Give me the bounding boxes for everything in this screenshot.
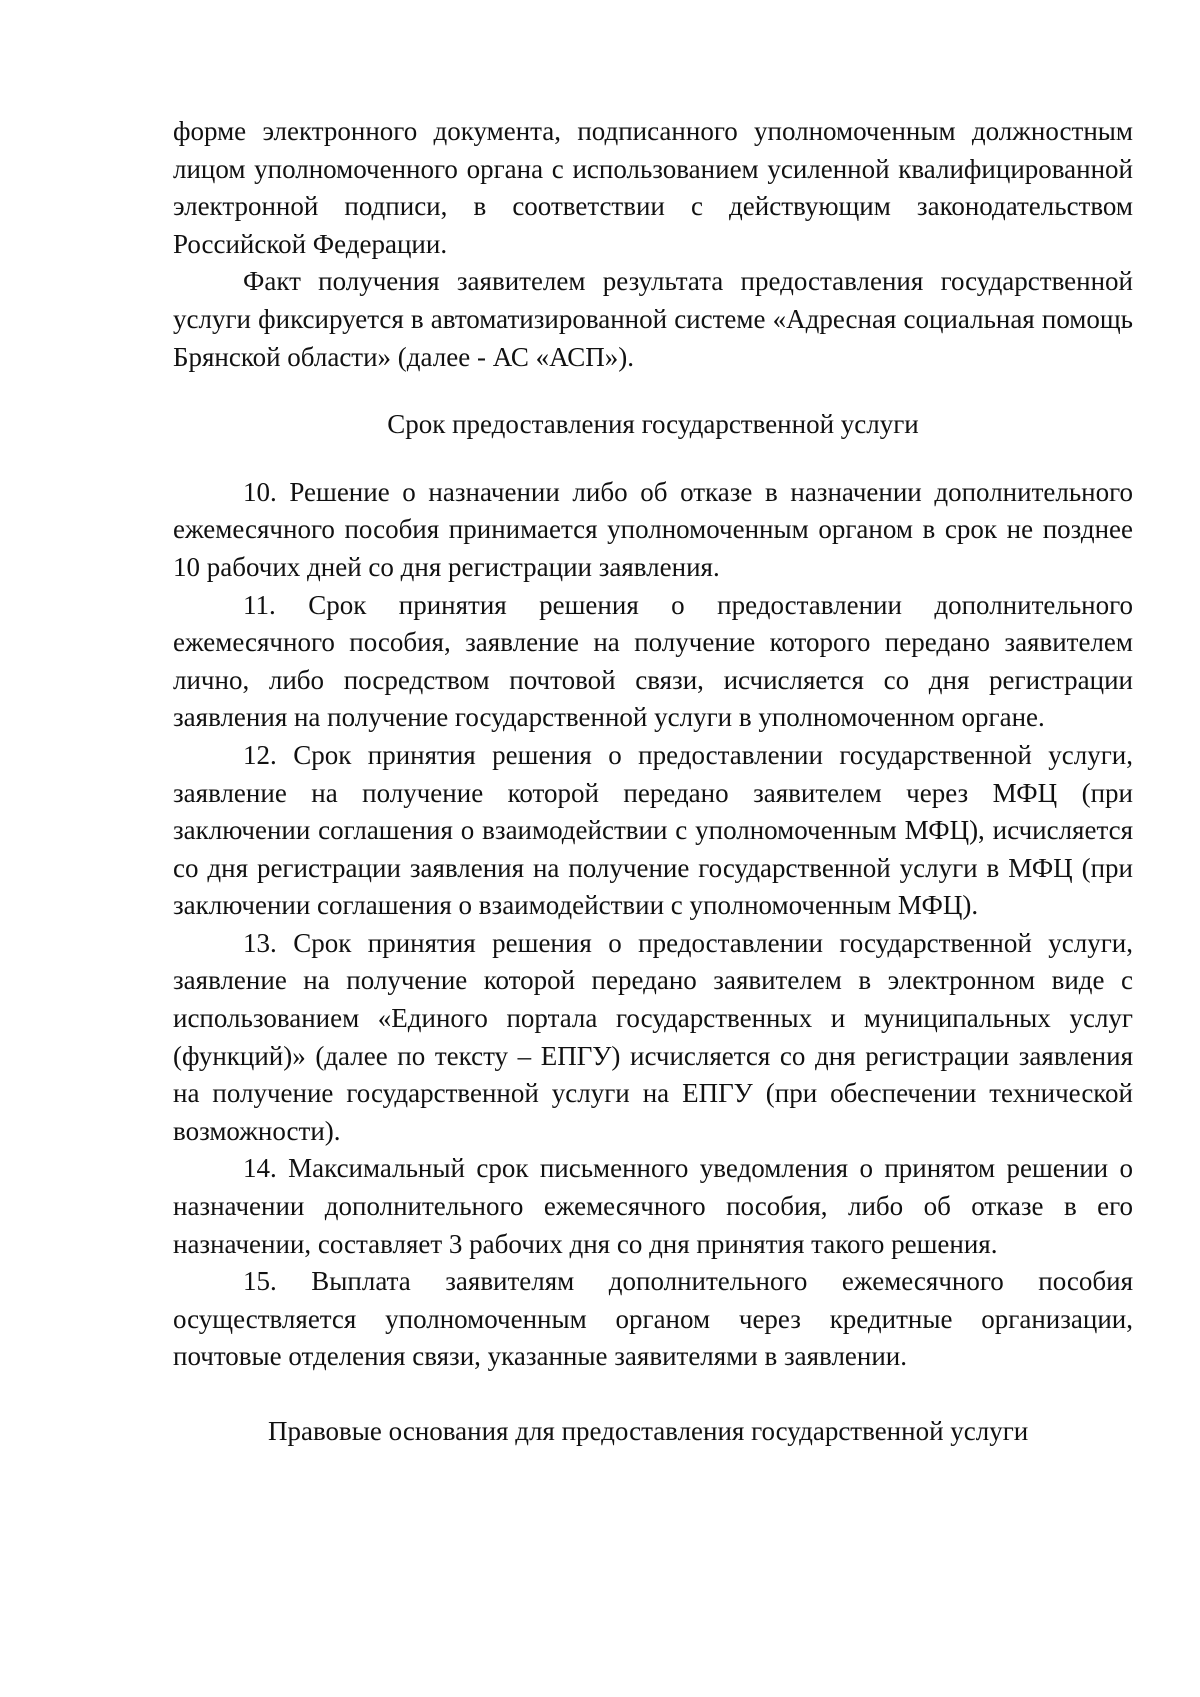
paragraph-result-fixation: Факт получения заявителем результата предоставления государственной услуги фиксируется в автоматизированной системе «Адресная социальная помощь Брянской области» (далее - АС «АСП»).: [173, 266, 1133, 372]
section-heading-term: Срок предоставления государственной услуги: [387, 409, 919, 440]
paragraph-electronic-document: форме электронного документа, подписанного уполномоченным должностным лицом уполномоченного органа с использованием усиленной квалифицированной электронной подписи, в соответствии с действующим законодательством Российской Федерации.: [173, 116, 1133, 259]
paragraph-item-11: 11. Срок принятия решения о предоставлении дополнительного ежемесячного пособия, заявление на получение которого передано заявителем лично, либо посредством почтовой связи, исчисляется со дня регистрации заявления на получение государственной услуги в уполномоченном органе.: [173, 589, 1133, 733]
paragraph-item-12: 12. Срок принятия решения о предоставлении государственной услуги, заявление на получение которой передано заявителем через МФЦ (при заключении соглашения о взаимодействии с уполномоченным МФЦ), исчисляется со дня регистрации заявления на получение государственной услуги в МФЦ (при заключении соглашения о взаимодействии с уполномоченным МФЦ).: [173, 739, 1133, 921]
document-body: [173, 113, 1133, 1451]
paragraph-item-10: 10. Решение о назначении либо об отказе в назначении дополнительного ежемесячного пособия принимается уполномоченным органом в срок не позднее 10 рабочих дней со дня регистрации заявления.: [173, 476, 1133, 582]
paragraph-item-15: 15. Выплата заявителям дополнительного ежемесячного пособия осуществляется уполномоченным органом через кредитные организации, почтовые отделения связи, указанные заявителями в заявлении.: [173, 1266, 1133, 1372]
section-heading-legal-basis: Правовые основания для предоставления государственной услуги: [268, 1416, 1029, 1446]
paragraph-item-13: 13. Срок принятия решения о предоставлении государственной услуги, заявление на получение которой передано заявителем в электронном виде с использованием «Единого портала государственных и муниципальных услуг (функций)» (далее по тексту – ЕПГУ) исчисляется со дня регистрации заявления на получение государственной услуги на ЕПГУ (при обеспечении технической возможности).: [173, 927, 1133, 1146]
paragraph-item-14: 14. Максимальный срок письменного уведомления о принятом решении о назначении дополнительного ежемесячного пособия, либо об отказе в его назначении, составляет 3 рабочих дня со дня принятия такого решения.: [173, 1153, 1133, 1259]
